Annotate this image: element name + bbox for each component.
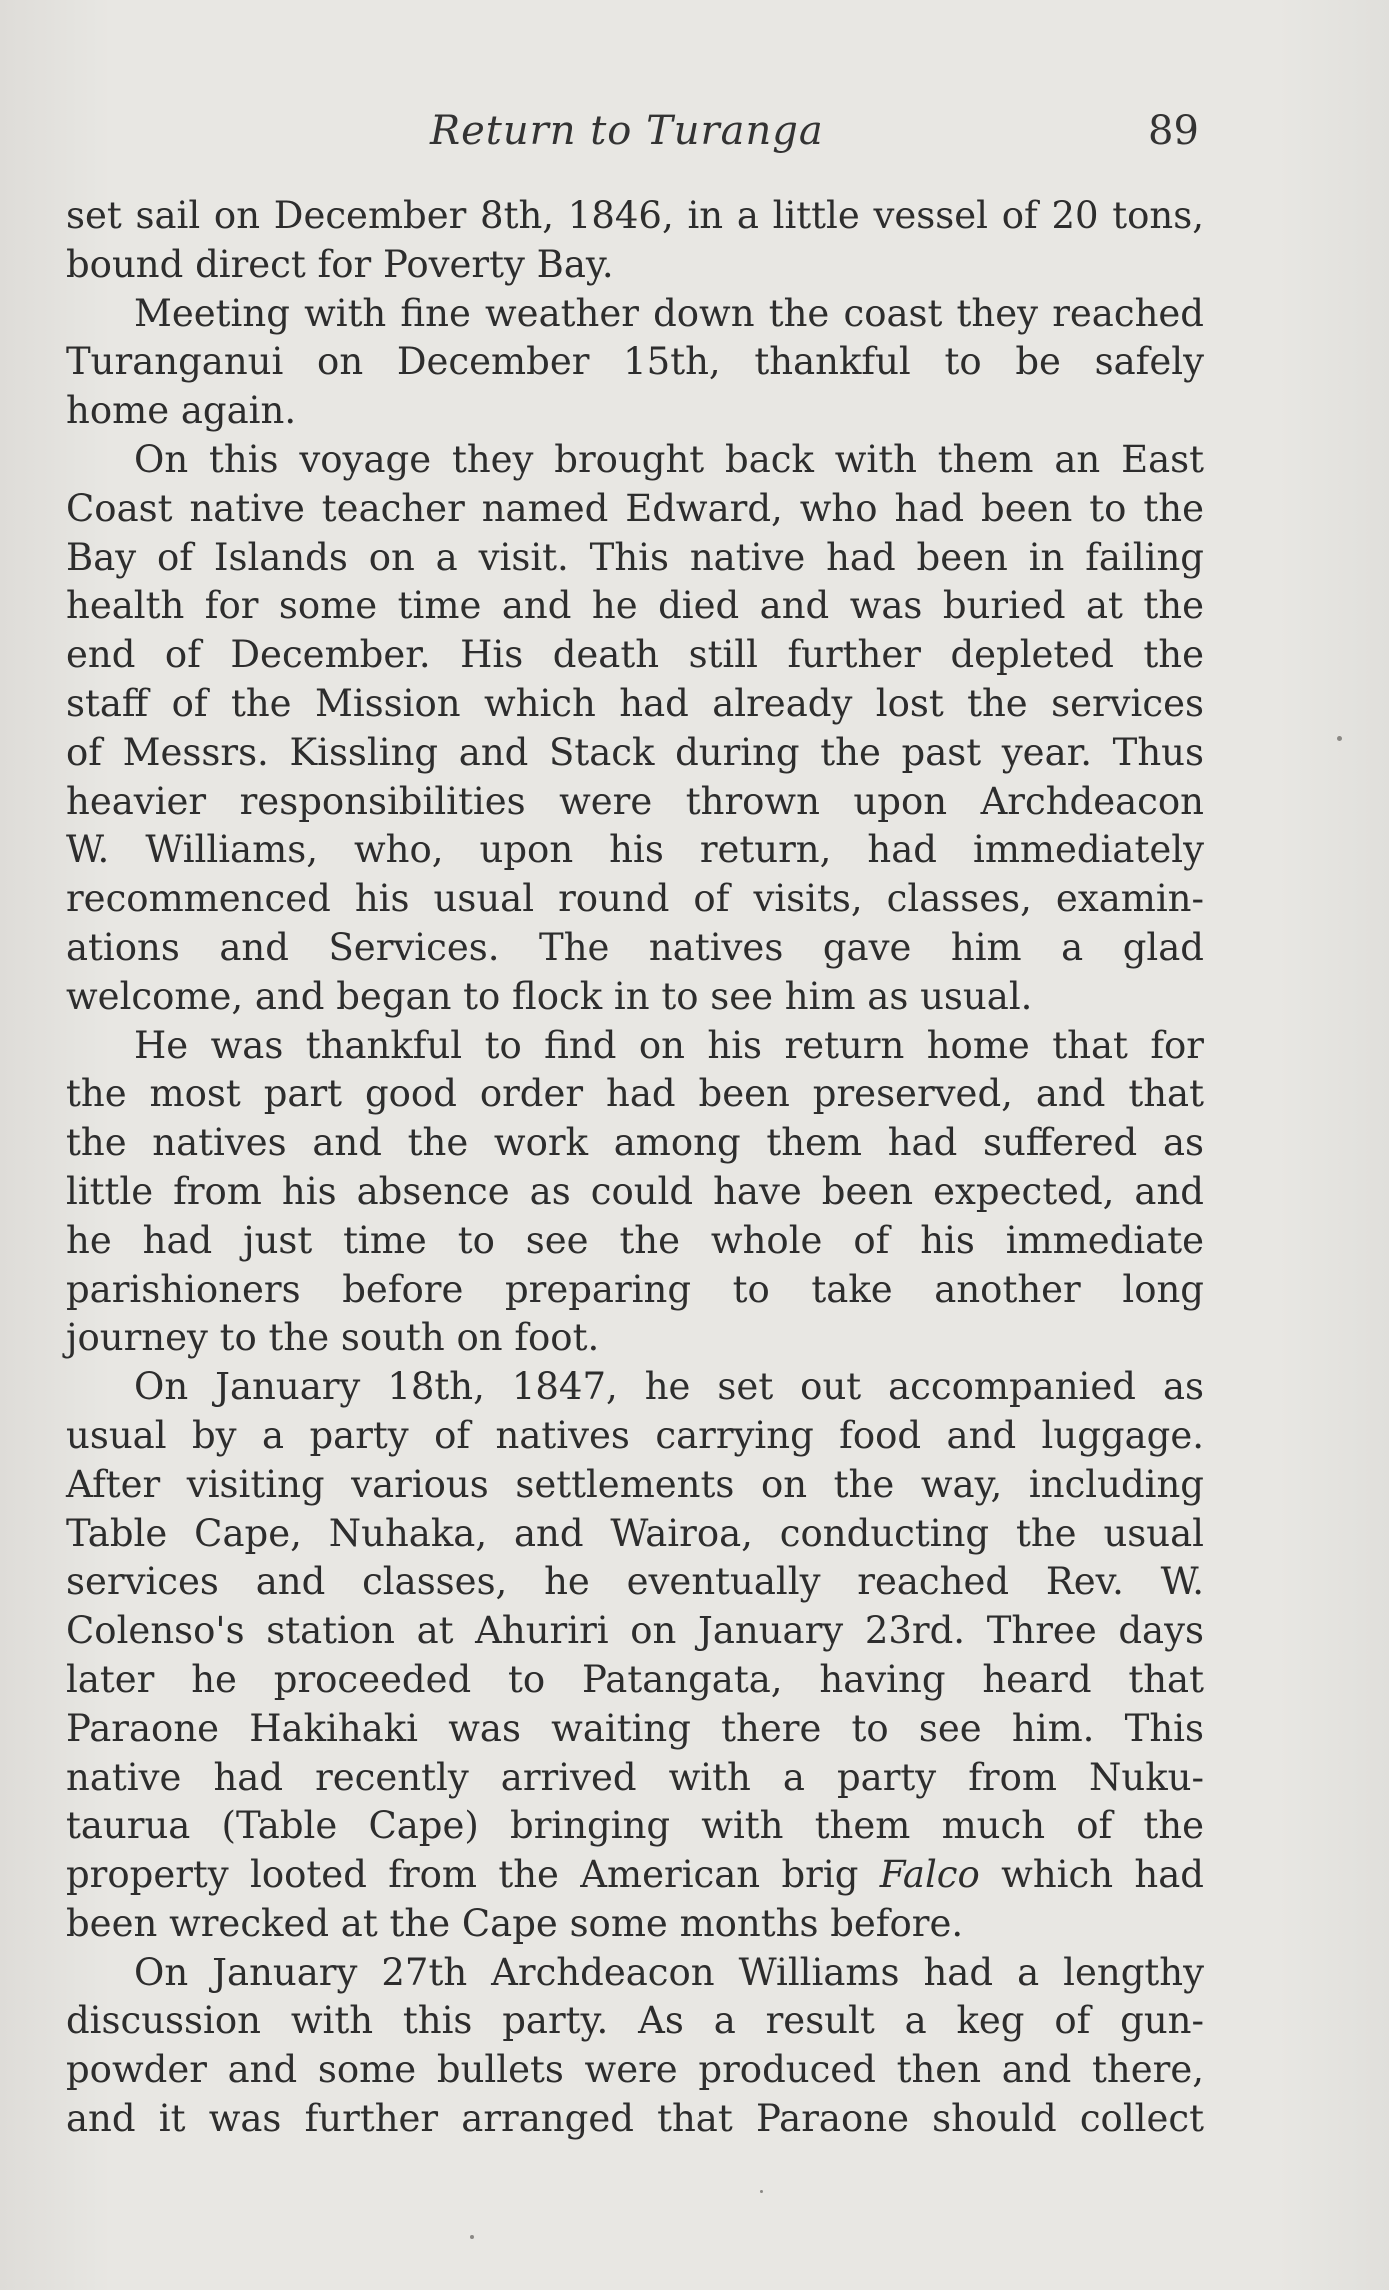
text-line: services and classes, he eventually reached Rev. W.: [66, 1560, 1204, 1604]
text-line: and it was further arranged that Paraone should collect: [66, 2097, 1204, 2141]
text-line: home again.: [66, 389, 297, 433]
text-line: welcome, and began to flock in to see him as usual.: [66, 974, 1033, 1018]
text-line: After visiting various settlements on the way, including: [66, 1462, 1204, 1506]
text-line: On this voyage they brought back with them an East: [134, 437, 1204, 481]
text-line: Table Cape, Nuhaka, and Wairoa, conducting the usual: [66, 1511, 1204, 1555]
text-line: journey to the south on foot.: [66, 1316, 600, 1360]
text-line: ations and Services. The natives gave him a glad: [66, 925, 1204, 969]
text-line: property looted from the American brig Falco which had: [66, 1853, 1204, 1897]
text-line: been wrecked at the Cape some months before.: [66, 1901, 964, 1945]
running-title: Return to Turanga: [430, 108, 824, 154]
running-header: [0, 108, 1389, 168]
text-line: bound direct for Poverty Bay.: [66, 242, 614, 286]
text-line: usual by a party of natives carrying food and luggage.: [66, 1413, 1204, 1457]
text-line: parishioners before preparing to take another long: [66, 1267, 1204, 1311]
text-line: little from his absence as could have been expected, and: [66, 1169, 1204, 1213]
text-line: On January 27th Archdeacon Williams had a lengthy: [134, 1950, 1204, 1994]
page-number: 89: [1148, 108, 1199, 154]
paper-speck: [760, 2190, 763, 2193]
ship-name: Falco: [879, 1853, 980, 1897]
text-line: of Messrs. Kissling and Stack during the past year. Thus: [66, 730, 1204, 774]
text-line: discussion with this party. As a result a keg of gun-: [66, 1999, 1204, 2043]
text-line: heavier responsibilities were thrown upon Archdeacon: [66, 779, 1204, 823]
text-line: later he proceeded to Patangata, having heard that: [66, 1657, 1204, 1701]
text-line: he had just time to see the whole of his immediate: [66, 1218, 1204, 1262]
text-line: the natives and the work among them had suffered as: [66, 1121, 1204, 1165]
body-text: [66, 192, 1204, 2144]
text-line: Meeting with fine weather down the coast they reached: [134, 291, 1204, 335]
text-line: health for some time and he died and was buried at the: [66, 584, 1204, 628]
text-line: taurua (Table Cape) bringing with them much of the: [66, 1804, 1204, 1848]
text-line: recommenced his usual round of visits, classes, examin-: [66, 877, 1204, 921]
text-line: end of December. His death still further depleted the: [66, 633, 1204, 677]
text-line: W. Williams, who, upon his return, had immediately: [66, 828, 1204, 872]
text-line: On January 18th, 1847, he set out accompanied as: [134, 1365, 1204, 1409]
text-line: Colenso's station at Ahuriri on January 23rd. Three days: [66, 1609, 1204, 1653]
paper-speck: [470, 2235, 474, 2239]
text-line: staff of the Mission which had already lost the services: [66, 681, 1204, 725]
paper-speck: [1337, 736, 1342, 741]
text-line: powder and some bullets were produced then and there,: [66, 2048, 1204, 2092]
text-line: the most part good order had been preserved, and that: [66, 1072, 1204, 1116]
text-line: Turanganui on December 15th, thankful to be safely: [66, 340, 1204, 384]
text-line: native had recently arrived with a party from Nuku-: [66, 1755, 1204, 1799]
text-line: He was thankful to find on his return home that for: [134, 1023, 1204, 1067]
text-line: Coast native teacher named Edward, who had been to the: [66, 486, 1204, 530]
text-line: Bay of Islands on a visit. This native had been in failing: [66, 535, 1204, 579]
text-line: Paraone Hakihaki was waiting there to see him. This: [66, 1706, 1204, 1750]
text-line: set sail on December 8th, 1846, in a little vessel of 20 tons,: [66, 194, 1204, 237]
